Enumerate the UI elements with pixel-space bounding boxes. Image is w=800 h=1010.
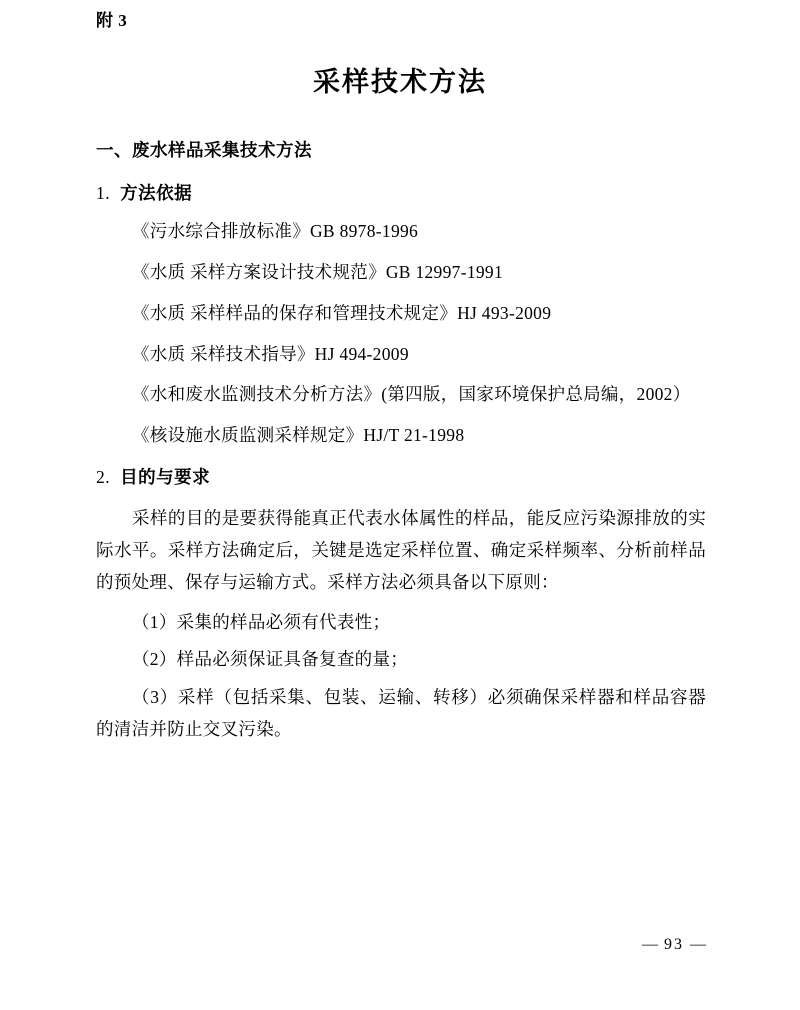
attachment-label: 附 3: [96, 11, 128, 30]
list-item: （3）采样（包括采集、包装、运输、转移）必须确保采样器和样品容器的清洁并防止交叉污染。: [96, 687, 706, 740]
reference-item: 《水质 采样样品的保存和管理技术规定》HJ 493-2009: [132, 302, 552, 323]
reference-item: 《核设施水质监测采样规定》HJ/T 21-1998: [132, 425, 465, 446]
subsection-2-heading: [96, 464, 706, 489]
subsection-1-heading: [96, 180, 706, 205]
subsection-2-number: 2.: [96, 467, 111, 488]
list-item: （2）样品必须保证具备复查的量；: [132, 649, 409, 670]
body-paragraph: 采样的目的是要获得能真正代表水体属性的样品，能反应污染源排放的实际水平。采样方法确定后，关键是选定采样位置、确定采样频率、分析前样品的预处理、保存与运输方式。采样方法必须具备以下原则：: [96, 508, 706, 592]
footer-dash-left: —: [642, 936, 658, 953]
subsection-2-title: 目的与要求: [120, 467, 211, 488]
section-heading: 一、废水样品采集技术方法: [96, 140, 312, 160]
page-title: 采样技术方法: [313, 67, 487, 97]
subsection-1-number: 1.: [96, 183, 111, 203]
subsection-1-title: 方法依据: [120, 183, 193, 203]
reference-item: 《水质 采样方案设计技术规范》GB 12997-1991: [132, 261, 504, 282]
document-body: [96, 137, 706, 752]
page-footer: [642, 936, 706, 954]
list-item: （1）采集的样品必须有代表性；: [132, 611, 391, 632]
reference-item: 《水质 采样技术指导》HJ 494-2009: [132, 343, 409, 364]
reference-item: 《水和废水监测技术分析方法》(第四版，国家环境保护总局编，2002）: [132, 384, 691, 405]
reference-item: 《污水综合排放标准》GB 8978-1996: [132, 221, 419, 241]
page-number: 93: [664, 936, 684, 953]
footer-dash-right: —: [690, 936, 706, 953]
